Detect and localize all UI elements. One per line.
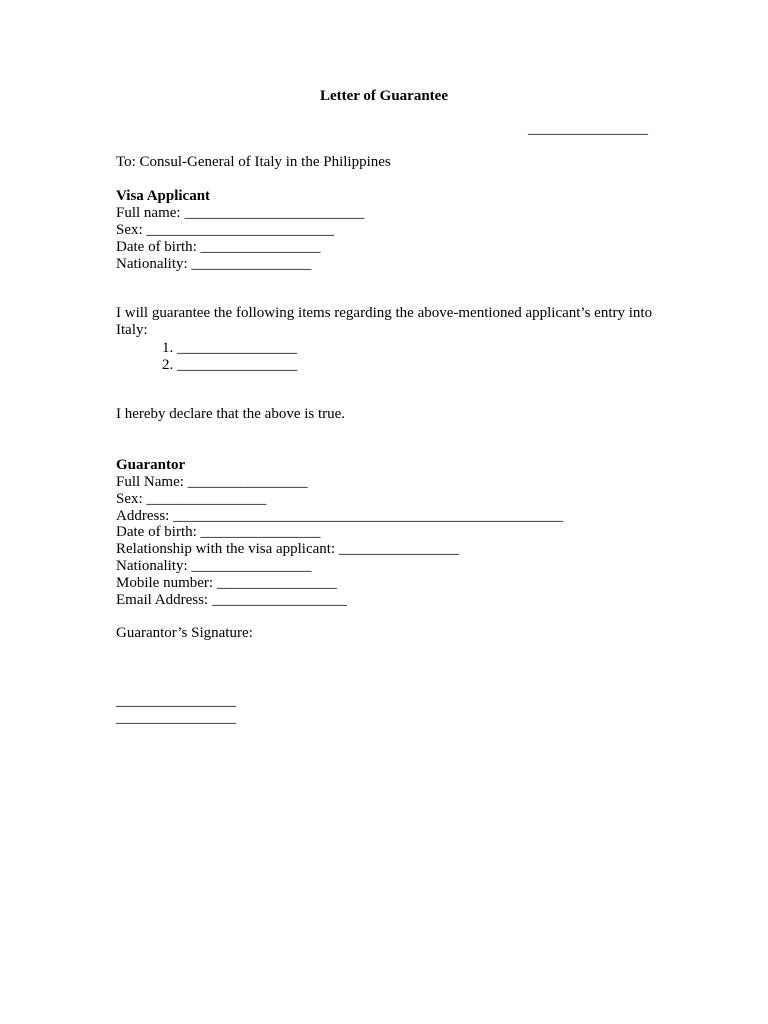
signature-label: Guarantor’s Signature: [116,625,253,641]
guarantor-nationality-field: Nationality: ________________ [116,558,312,574]
guarantee-item-1: 1. ________________ [162,340,297,356]
applicant-full-name-field: Full name: ________________________ [116,205,365,221]
document-title: Letter of Guarantee [319,88,448,104]
applicant-nationality-field: Nationality: ________________ [116,256,312,272]
signature-line-2: ________________ [116,710,236,726]
guarantor-address-field: Address: ____________________________________________________ [116,508,564,524]
addressee: To: Consul-General of Italy in the Philippines [116,154,391,170]
guarantor-relationship-field: Relationship with the visa applicant: ________________ [116,541,459,557]
guarantee-paragraph: I will guarantee the following items regarding the above-mentioned applicant’s entry into Italy: [116,305,653,338]
guarantor-sex-field: Sex: ________________ [116,491,267,507]
guarantor-email-field: Email Address: __________________ [116,592,347,608]
guarantor-mobile-field: Mobile number: ________________ [116,575,337,591]
guarantor-full-name-field: Full Name: ________________ [116,474,308,490]
declaration: I hereby declare that the above is true. [116,406,346,422]
guarantor-date-of-birth-field: Date of birth: ________________ [116,524,321,540]
signature-line-1: ________________ [116,693,236,709]
applicant-sex-field: Sex: _________________________ [116,222,334,238]
date-blank: ________________ [528,121,648,137]
guarantor-heading: Guarantor [116,457,186,473]
visa-applicant-heading: Visa Applicant [116,188,211,204]
guarantee-item-2: 2. ________________ [162,357,297,373]
applicant-date-of-birth-field: Date of birth: ________________ [116,239,321,255]
